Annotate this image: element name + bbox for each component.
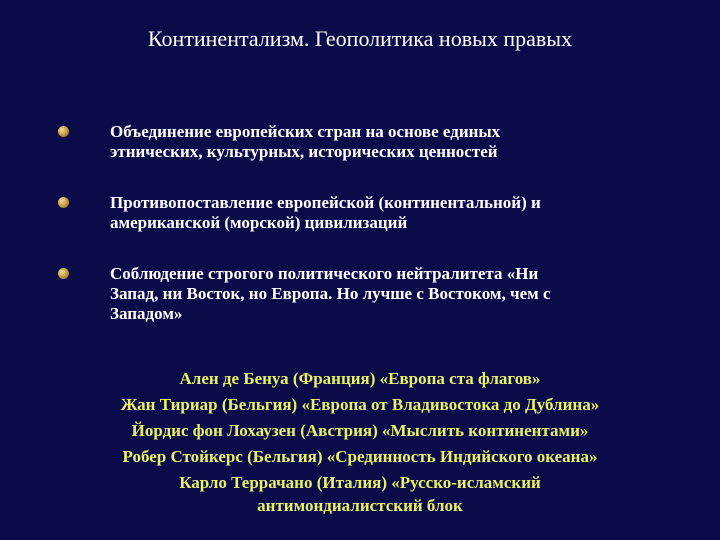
bullet-line: американской (морской) цивилизаций <box>110 213 408 232</box>
slide-title: Континентализм. Геополитика новых правых <box>147 26 573 51</box>
quote-line: Робер Стойкерс (Бельгия) «Срединность Индийского океана» <box>122 447 598 466</box>
quote-line: Ален де Бенуа (Франция) «Европа ста флагов» <box>179 369 541 388</box>
bullet-item <box>58 122 658 162</box>
quote-list <box>0 366 720 516</box>
bullet-line: Западом» <box>110 304 183 323</box>
quote-line: Йордис фон Лохаузен (Австрия) «Мыслить континентами» <box>131 421 589 440</box>
bullet-line: Соблюдение строгого политического нейтралитета «Ни <box>110 264 539 283</box>
bullet-item <box>58 264 658 324</box>
bullet-dot-icon <box>58 126 69 137</box>
quote-line: Карло Террачано (Италия) «Русско-исламский <box>179 473 541 492</box>
bullet-line: Противопоставление европейской (континентальной) и <box>110 193 541 212</box>
bullet-line: Объединение европейских стран на основе единых <box>110 122 501 141</box>
quote-line: антимондиалистский блок <box>257 496 463 515</box>
bullet-item <box>58 193 658 233</box>
bullet-list <box>58 122 658 324</box>
quote-line: Жан Тириар (Бельгия) «Европа от Владивостока до Дублина» <box>120 395 600 414</box>
bullet-dot-icon <box>58 197 69 208</box>
bullet-line: этнических, культурных, исторических ценностей <box>110 142 498 161</box>
bullet-dot-icon <box>58 268 69 279</box>
bullet-line: Запад, ни Восток, но Европа. Но лучше с Востоком, чем с <box>110 284 551 303</box>
